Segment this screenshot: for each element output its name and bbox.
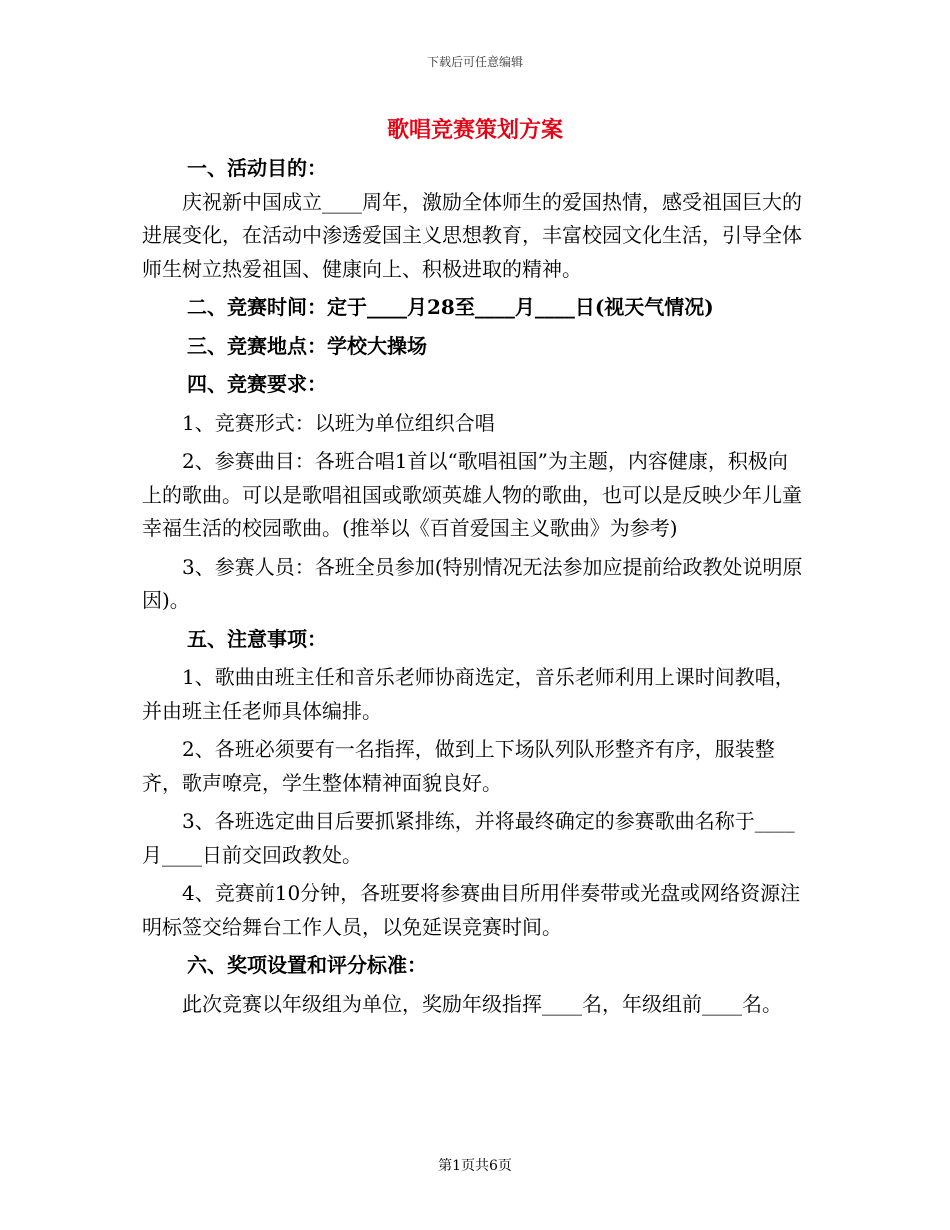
paragraph-requirement-participants: 3、参赛人员：各班全员参加(特别情况无法参加应提前给政教处说明原因)。 [142,554,803,612]
page-header: 下载后可任意编辑 [426,55,523,69]
section-heading-purpose: 一、活动目的： [187,156,327,180]
section-heading-requirements: 四、竞赛要求： [187,372,327,396]
paragraph-note-1: 1、歌曲由班主任和音乐老师协商选定，音乐老师利用上课时间教唱，并由班主任老师具体编排。 [142,665,795,723]
paragraph-note-2: 2、各班必须要有一名指挥，做到上下场队列队形整齐有序，服装整齐，歌声嘹亮，学生整体精神面貌良好。 [142,737,775,795]
page-footer: 第1页共6页 [438,1158,512,1174]
section-heading-time: 二、竞赛时间：定于____月28至____月____日(视天气情况) [187,295,714,319]
section-heading-location: 三、竞赛地点：学校大操场 [187,333,427,358]
paragraph-awards: 此次竞赛以年级组为单位，奖励年级指挥____名，年级组前____名。 [182,991,782,1016]
paragraph-requirement-form: 1、竞赛形式：以班为单位组织合唱 [182,410,495,435]
document-title: 歌唱竞赛策划方案 [386,117,563,143]
section-heading-notes: 五、注意事项： [187,626,327,651]
paragraph-note-4: 4、竞赛前10分钟，各班要将参赛曲目所用伴奏带或光盘或网络资源注明标签交给舞台工作人员，以免延误竞赛时间。 [142,881,801,939]
paragraph-note-3: 3、各班选定曲目后要抓紧排练，并将最终确定的参赛歌曲名称于____月____日前交回政教处。 [142,809,795,867]
document-body [142,152,807,1021]
section-heading-awards: 六、奖项设置和评分标准： [187,953,427,977]
paragraph-purpose: 庆祝新中国成立____周年，激励全体师生的爱国热情，感受祖国巨大的进展变化，在活动中渗透爱国主义思想教育，丰富校园文化生活，引导全体师生树立热爱祖国、健康向上、积极进取的精神。 [142,189,802,281]
paragraph-requirement-songs: 2、参赛曲目：各班合唱1首以“歌唱祖国”为主题，内容健康，积极向上的歌曲。可以是歌唱祖国或歌颂英雄人物的歌曲，也可以是反映少年儿童幸福生活的校园歌曲。(推举以《百首爱国主义歌曲》为参考) [142,449,802,540]
